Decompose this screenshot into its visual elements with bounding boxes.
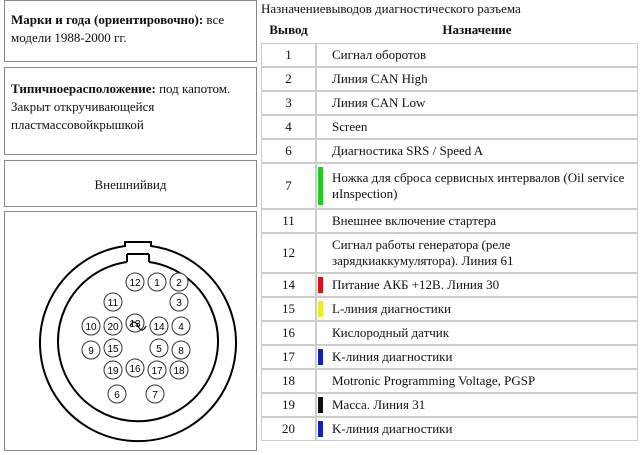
table-row bbox=[261, 67, 638, 91]
color-marker bbox=[318, 167, 323, 205]
connector-pin-label: 7 bbox=[152, 390, 158, 401]
table-row bbox=[261, 163, 638, 209]
location-value: под капотом. Закрыт откручивающейся пластмассовойкрышкой bbox=[11, 81, 231, 132]
pin-description: Внешнее включение стартера bbox=[332, 213, 496, 228]
color-marker bbox=[318, 301, 323, 317]
table-row bbox=[261, 139, 638, 163]
connector-pin-label: 16 bbox=[129, 364, 141, 375]
pin-number: 15 bbox=[261, 297, 316, 321]
pin-description: K-линия диагностики bbox=[332, 349, 453, 364]
pin-number: 6 bbox=[261, 139, 316, 163]
pin-description: Motronic Programming Voltage, PGSP bbox=[332, 373, 536, 388]
pin-description-cell bbox=[316, 273, 638, 297]
table-row bbox=[261, 115, 638, 139]
pin-description: Сигнал оборотов bbox=[332, 47, 427, 62]
header-purpose: Назначение bbox=[442, 22, 512, 37]
connector-pin-label: 8 bbox=[178, 346, 184, 357]
connector-pin-label: 11 bbox=[107, 298, 119, 309]
pin-description-cell bbox=[316, 209, 638, 233]
pin-description: Screen bbox=[332, 119, 368, 134]
external-view-label: Внешнийвид bbox=[94, 177, 167, 192]
pin-description: Кислородный датчик bbox=[332, 325, 450, 340]
pin-number: 17 bbox=[261, 345, 316, 369]
connector-pin-label: 6 bbox=[114, 390, 120, 401]
table-row bbox=[261, 297, 638, 321]
table-row bbox=[261, 91, 638, 115]
pin-description: Диагностика SRS / Speed A bbox=[332, 143, 484, 158]
table-row bbox=[261, 345, 638, 369]
pin-description-cell bbox=[316, 321, 638, 345]
table-header-row bbox=[261, 17, 638, 43]
model-years-value: все модели 1988-2000 гг. bbox=[11, 12, 225, 45]
table-row bbox=[261, 233, 638, 273]
table-row bbox=[261, 417, 638, 441]
connector-pin-label: 14 bbox=[153, 322, 165, 333]
pin-description: K-линия диагностики bbox=[332, 421, 453, 436]
pin-description: Линия CAN High bbox=[332, 71, 428, 86]
pin-number: 14 bbox=[261, 273, 316, 297]
pin-description-cell bbox=[316, 297, 638, 321]
connector-pin-label: 10 bbox=[85, 322, 97, 333]
external-view-box bbox=[4, 160, 257, 207]
pin-description-cell bbox=[316, 369, 638, 393]
pin-number: 2 bbox=[261, 67, 316, 91]
pin-description-cell bbox=[316, 139, 638, 163]
pinout-table bbox=[261, 17, 638, 441]
pin-description-cell bbox=[316, 345, 638, 369]
connector-pin-label: 15 bbox=[107, 344, 119, 355]
connector-pin-label: 17 bbox=[151, 366, 163, 377]
table-caption: Назначениевыводов диагностического разъема bbox=[261, 1, 521, 16]
table-row bbox=[261, 273, 638, 297]
color-marker bbox=[318, 349, 323, 365]
pin-number: 18 bbox=[261, 369, 316, 393]
pin-number: 12 bbox=[261, 233, 316, 273]
model-years-label: Марки и года (ориентировочно): bbox=[11, 12, 204, 27]
pin-description-cell bbox=[316, 393, 638, 417]
connector-pin-label: 1 bbox=[154, 278, 160, 289]
color-marker bbox=[318, 397, 323, 413]
color-marker bbox=[318, 421, 323, 437]
location-box bbox=[4, 67, 257, 155]
location-label: Типичноерасположение: bbox=[11, 81, 156, 96]
pin-description-cell bbox=[316, 417, 638, 441]
table-row bbox=[261, 369, 638, 393]
pin-number: 7 bbox=[261, 163, 316, 209]
pin-description: Масса. Линия 31 bbox=[332, 397, 426, 412]
pin-number: 20 bbox=[261, 417, 316, 441]
pin-number: 11 bbox=[261, 209, 316, 233]
pin-number: 1 bbox=[261, 43, 316, 67]
connector-outline bbox=[40, 242, 236, 441]
connector-pin-label: 4 bbox=[178, 322, 184, 333]
connector-diagram bbox=[5, 212, 256, 450]
pin-description-cell bbox=[316, 43, 638, 67]
pin-description: L-линия диагностики bbox=[332, 301, 451, 316]
pin-description-cell bbox=[316, 233, 638, 273]
pin-number: 19 bbox=[261, 393, 316, 417]
pin-description: Питание АКБ +12В. Линия 30 bbox=[332, 277, 500, 292]
header-pin: Вывод bbox=[269, 22, 308, 37]
pin-number: 3 bbox=[261, 91, 316, 115]
table-row bbox=[261, 43, 638, 67]
connector-pin-label: 5 bbox=[156, 344, 162, 355]
connector-pin-label: 12 bbox=[129, 278, 141, 289]
pin-description: Линия CAN Low bbox=[332, 95, 426, 110]
connector-diagram-box bbox=[4, 211, 257, 451]
pin-description: Сигнал работы генератора (реле зарядкиаккумулятора). Линия 61 bbox=[332, 237, 514, 268]
table-row bbox=[261, 209, 638, 233]
table-row bbox=[261, 393, 638, 417]
connector-pin-label: 2 bbox=[176, 278, 182, 289]
connector-pin-label: 19 bbox=[107, 366, 119, 377]
table-row bbox=[261, 321, 638, 345]
connector-pin-label: 3 bbox=[176, 298, 182, 309]
pin-description: Ножка для сброса сервисных интервалов (Oil service иInspection) bbox=[332, 170, 625, 201]
pin-number: 16 bbox=[261, 321, 316, 345]
left-panel bbox=[0, 0, 258, 442]
pinout-panel bbox=[259, 0, 640, 442]
pin-description-cell bbox=[316, 67, 638, 91]
pin-description-cell bbox=[316, 91, 638, 115]
connector-pin-label: 13 bbox=[129, 319, 141, 330]
pin-number: 4 bbox=[261, 115, 316, 139]
color-marker bbox=[318, 277, 323, 293]
pin-description-cell bbox=[316, 163, 638, 209]
connector-pin-label: 18 bbox=[173, 366, 185, 377]
model-years-box bbox=[4, 0, 257, 62]
connector-pin-label: 20 bbox=[107, 322, 119, 333]
pin-description-cell bbox=[316, 115, 638, 139]
connector-pin-label: 9 bbox=[88, 346, 94, 357]
